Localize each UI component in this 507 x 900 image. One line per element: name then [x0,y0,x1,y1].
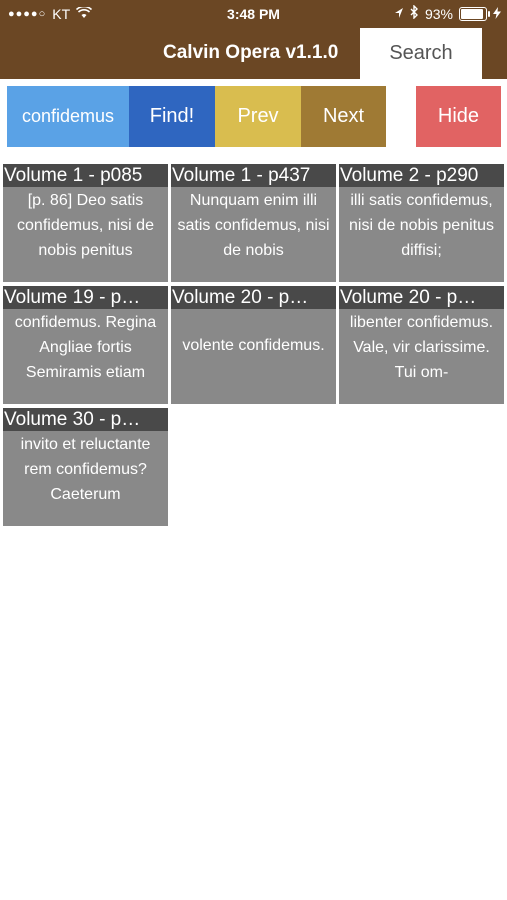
result-snippet: confidemus. Regina Angliae fortis Semiramis etiam [14,314,157,381]
result-title: Volume 1 - p437 [171,164,336,187]
battery-fill [461,9,483,19]
result-title: Volume 20 - p… [339,286,504,309]
find-button[interactable]: Find! [129,86,215,147]
next-button[interactable]: Next [301,86,386,147]
top-bar [0,0,507,79]
tab-search[interactable]: Search [360,28,482,79]
result-card[interactable] [339,286,504,404]
battery-icon [459,7,487,21]
result-snippet: libenter confidemus. Vale, vir clarissime. Tui om- [349,314,494,381]
result-card[interactable] [171,164,336,282]
battery-percent: 93% [424,5,453,22]
result-snippet: invito et reluctante rem confidemus? Caeterum [20,436,151,503]
app-title: Calvin Opera v1.1.0 [163,42,339,63]
result-title: Volume 30 - p… [3,408,168,431]
result-card[interactable] [339,164,504,282]
status-right [394,5,501,22]
result-card[interactable] [3,286,168,404]
result-title: Volume 20 - p… [171,286,336,309]
result-title: Volume 19 - p… [3,286,168,309]
result-snippet: volente confidemus. [182,337,325,354]
status-bar [0,0,507,28]
carrier-label: KT [52,6,71,22]
result-snippet: Nunquam enim illi satis confidemus, nisi de nobis [177,192,330,259]
status-time: 3:48 PM [227,6,280,22]
location-arrow-icon [394,6,404,22]
result-title: Volume 2 - p290 [339,164,504,187]
result-snippet: illi satis confidemus, nisi de nobis penitus diffisi; [349,192,494,259]
hide-button[interactable]: Hide [416,86,501,147]
charging-bolt-icon [493,6,501,22]
signal-strength-icon: ●●●●○ [8,8,47,20]
bluetooth-icon [410,5,419,22]
result-title: Volume 1 - p085 [3,164,168,187]
result-card[interactable] [171,286,336,404]
result-snippet: [p. 86] Deo satis confidemus, nisi de nobis penitus [17,192,154,259]
result-card[interactable] [3,164,168,282]
search-input[interactable] [7,86,129,147]
prev-button[interactable]: Prev [215,86,301,147]
result-card[interactable] [3,408,168,526]
